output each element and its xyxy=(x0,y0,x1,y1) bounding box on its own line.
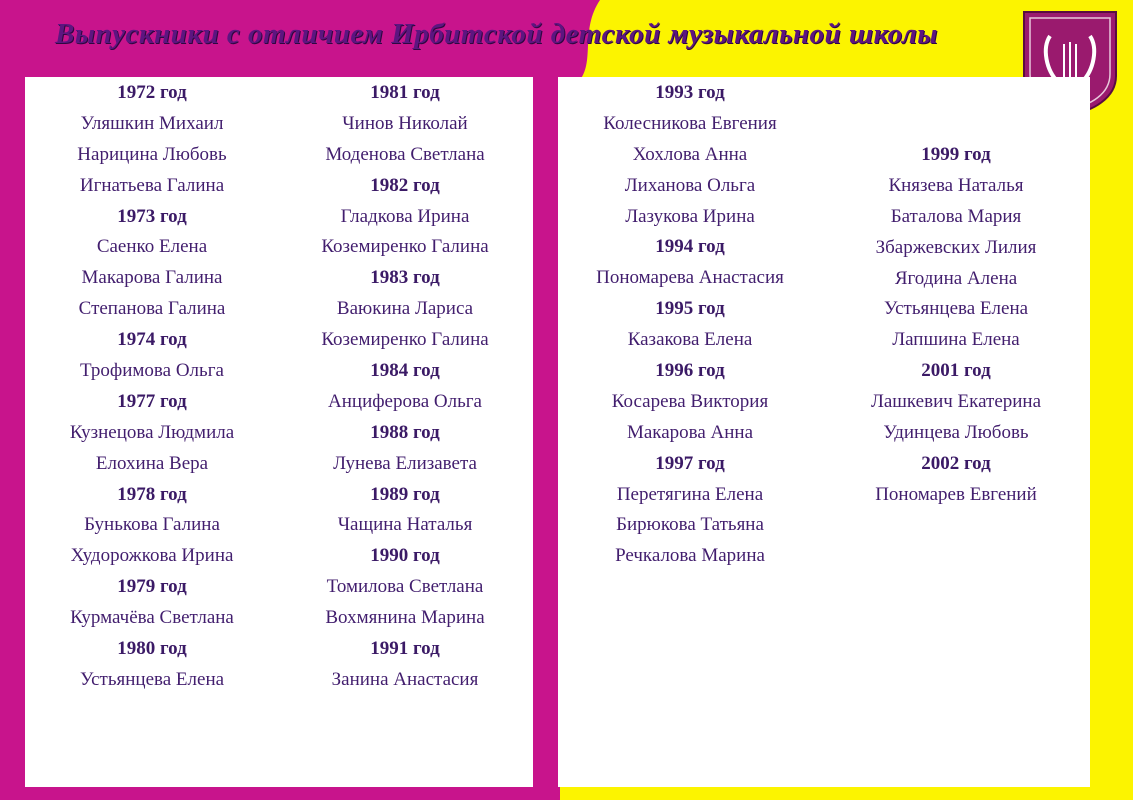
year-heading: 1980 год xyxy=(117,638,187,660)
graduate-name: Степанова Галина xyxy=(78,298,226,320)
graduate-name: Саенко Елена xyxy=(96,236,208,258)
graduate-name: Нарицина Любовь xyxy=(77,143,227,165)
graduate-name: Лазукова Ирина xyxy=(625,205,755,227)
year-heading: 1999 год xyxy=(921,144,991,165)
year-heading: 1993 год xyxy=(655,82,725,103)
graduate-name: Кузнецова Людмила xyxy=(69,421,235,443)
graduate-name: Баталова Мария xyxy=(890,205,1022,227)
graduate-name: Занина Анастасия xyxy=(331,668,479,690)
year-heading: 1977 год xyxy=(117,390,187,412)
year-heading: 1974 год xyxy=(117,329,187,351)
graduate-name: Лашкевич Екатерина xyxy=(870,391,1042,413)
year-heading: 1981 год xyxy=(370,82,440,103)
graduate-name: Вохмянина Марина xyxy=(325,607,485,629)
year-heading: 1989 год xyxy=(370,483,440,505)
graduates-column-2 xyxy=(290,78,520,696)
graduates-column-1 xyxy=(37,78,267,696)
graduate-name: Коземиренко Галина xyxy=(321,329,489,351)
graduate-name: Чащина Наталья xyxy=(337,514,473,536)
graduate-name: Бунькова Галина xyxy=(84,514,220,536)
graduates-column-4 xyxy=(840,140,1072,511)
graduate-name: Косарева Виктория xyxy=(611,390,769,412)
graduate-name: Трофимова Ольга xyxy=(80,360,224,382)
graduate-name: Макарова Галина xyxy=(81,267,223,289)
year-heading: 1996 год xyxy=(655,360,725,382)
year-heading: 1984 год xyxy=(370,360,440,382)
graduate-name: Коземиренко Галина xyxy=(321,236,489,258)
year-heading: 1973 год xyxy=(117,205,187,227)
graduate-name: Курмачёва Светлана xyxy=(70,607,234,629)
graduate-name: Худорожкова Ирина xyxy=(70,545,234,567)
graduate-name: Макарова Анна xyxy=(626,421,754,443)
year-heading: 1979 год xyxy=(117,576,187,598)
year-heading: 1990 год xyxy=(370,545,440,567)
graduate-name: Уляшкин Михаил xyxy=(80,112,224,134)
graduate-name: Моденова Светлана xyxy=(325,143,485,165)
graduate-name: Игнатьева Галина xyxy=(79,174,225,196)
year-heading: 1997 год xyxy=(655,452,725,474)
graduate-name: Гладкова Ирина xyxy=(340,205,470,227)
graduate-name: Колесникова Евгения xyxy=(603,112,777,134)
year-heading: 1983 год xyxy=(370,267,440,289)
graduate-name: Елохина Вера xyxy=(95,452,209,474)
graduate-name: Ваюкина Лариса xyxy=(336,298,474,320)
graduate-name: Устьянцева Елена xyxy=(883,298,1029,320)
graduate-name: Лапшина Елена xyxy=(892,329,1020,351)
graduate-name: Речкалова Марина xyxy=(615,545,765,567)
page-title: Выпускники с отличием Ирбитской детской музыкальной школы xyxy=(55,18,938,50)
graduate-name: Томилова Светлана xyxy=(326,576,484,598)
graduate-name: Збаржевских Лилия xyxy=(875,236,1037,258)
graduate-name: Хохлова Анна xyxy=(632,143,748,165)
graduate-name: Пономарева Анастасия xyxy=(596,267,784,289)
graduate-name: Лунева Елизавета xyxy=(333,452,477,474)
year-heading: 1978 год xyxy=(117,483,187,505)
graduate-name: Лиханова Ольга xyxy=(624,174,756,196)
graduate-name: Устьянцева Елена xyxy=(79,668,225,690)
year-heading: 1995 год xyxy=(655,298,725,320)
graduate-name: Пономарев Евгений xyxy=(875,483,1037,505)
graduate-name: Перетягина Елена xyxy=(616,483,764,505)
graduates-column-3 xyxy=(570,78,810,572)
graduate-name: Князева Наталья xyxy=(888,174,1024,196)
graduate-name: Ягодина Алена xyxy=(894,267,1018,289)
year-heading: 1991 год xyxy=(370,638,440,660)
year-heading: 1972 год xyxy=(117,82,187,103)
graduate-name: Бирюкова Татьяна xyxy=(616,514,764,536)
year-heading: 1988 год xyxy=(370,421,440,443)
year-heading: 1994 год xyxy=(655,236,725,258)
graduate-name: Казакова Елена xyxy=(627,329,753,351)
year-heading: 2002 год xyxy=(921,452,991,474)
year-heading: 1982 год xyxy=(370,174,440,196)
graduate-name: Анциферова Ольга xyxy=(328,390,482,412)
graduate-name: Удинцева Любовь xyxy=(883,422,1029,444)
year-heading: 2001 год xyxy=(921,360,991,382)
graduate-name: Чинов Николай xyxy=(342,112,468,134)
